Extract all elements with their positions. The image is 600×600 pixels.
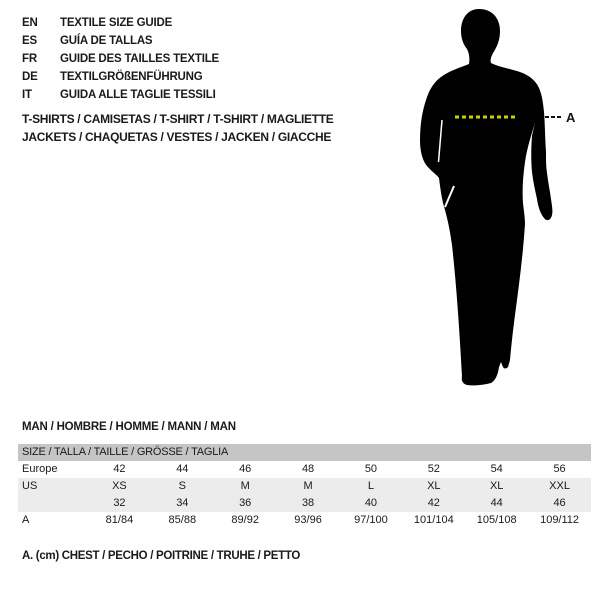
size-value-cell: M — [303, 480, 313, 492]
size-value-cell: 93/96 — [294, 514, 322, 526]
man-silhouette-figure — [400, 0, 600, 410]
size-value-cell: XL — [489, 480, 504, 492]
size-value-cell: 48 — [301, 463, 315, 475]
language-code: IT — [22, 89, 32, 101]
size-value-cell: XS — [112, 480, 127, 492]
size-value-cell: 56 — [553, 463, 566, 475]
size-table-body — [18, 461, 591, 529]
language-row — [22, 68, 219, 86]
size-value-cell: 46 — [553, 497, 566, 509]
table-row — [18, 495, 591, 512]
table-row — [18, 478, 591, 495]
table-row-label: Europe — [22, 463, 58, 475]
size-value-cell: 44 — [176, 463, 189, 475]
size-value-cell: 97/100 — [354, 514, 388, 526]
language-code: DE — [22, 71, 38, 83]
size-value-cell: 85/88 — [168, 514, 197, 526]
size-value-cell: 81/84 — [105, 514, 134, 526]
size-value-cell: 50 — [364, 463, 378, 475]
table-row — [18, 512, 591, 529]
measure-label-a: A — [566, 110, 576, 125]
size-value-cell: 54 — [490, 463, 503, 475]
size-value-cell: 101/104 — [413, 514, 454, 526]
size-value-cell: 46 — [239, 463, 252, 475]
size-value-cell: 105/108 — [476, 514, 517, 526]
size-table — [18, 444, 591, 529]
size-value-cell: 36 — [239, 497, 252, 509]
category-line: T-SHIRTS / CAMISETAS / T-SHIRT / T-SHIRT / MAGLIETTE — [22, 112, 334, 126]
language-row — [22, 86, 219, 104]
table-row — [18, 461, 591, 478]
language-guide-title: TEXTILE SIZE GUIDE — [60, 17, 173, 29]
table-row-label: A — [22, 514, 30, 526]
language-list — [22, 14, 219, 104]
size-value-cell: 38 — [301, 497, 315, 509]
man-silhouette-icon — [400, 0, 600, 410]
table-row-label — [18, 495, 88, 512]
language-code: FR — [22, 53, 37, 65]
man-silhouette-body — [420, 9, 552, 385]
size-value-cell: 32 — [113, 497, 126, 509]
size-value-cell: S — [178, 480, 186, 492]
size-value-cell: 34 — [176, 497, 189, 509]
language-row — [22, 32, 219, 50]
size-value-cell: 109/112 — [540, 514, 580, 526]
size-value-cell: M — [240, 480, 250, 492]
size-value-cell: XXL — [549, 480, 570, 492]
size-value-cell: 40 — [364, 497, 378, 509]
size-value-cell: 42 — [113, 463, 126, 475]
table-row-label: US — [22, 480, 38, 492]
language-guide-title: TEXTILGRÖßENFÜHRUNG — [60, 71, 203, 83]
language-guide-title: GUIDE DES TAILLES TEXTILE — [60, 53, 219, 65]
section-title-man: MAN / HOMBRE / HOMME / MANN / MAN — [22, 421, 236, 433]
language-row — [22, 14, 219, 32]
size-value-cell: L — [367, 480, 374, 492]
category-list — [22, 110, 334, 146]
language-code: ES — [22, 35, 37, 47]
language-guide-title: GUÍA DE TALLAS — [60, 35, 153, 47]
size-value-cell: 52 — [427, 463, 440, 475]
language-row — [22, 50, 219, 68]
category-line: JACKETS / CHAQUETAS / VESTES / JACKEN / GIACCHE — [22, 130, 332, 144]
chest-footnote: A. (cm) CHEST / PECHO / POITRINE / TRUHE / PETTO — [22, 550, 301, 562]
size-value-cell: XL — [427, 480, 441, 492]
size-table-header: SIZE / TALLA / TAILLE / GRÖSSE / TAGLIA — [18, 444, 591, 461]
size-value-cell: 89/92 — [231, 514, 259, 526]
language-code: EN — [22, 17, 38, 29]
size-value-cell: 42 — [427, 497, 440, 509]
size-value-cell: 44 — [490, 497, 503, 509]
language-guide-title: GUIDA ALLE TAGLIE TESSILI — [60, 89, 216, 101]
